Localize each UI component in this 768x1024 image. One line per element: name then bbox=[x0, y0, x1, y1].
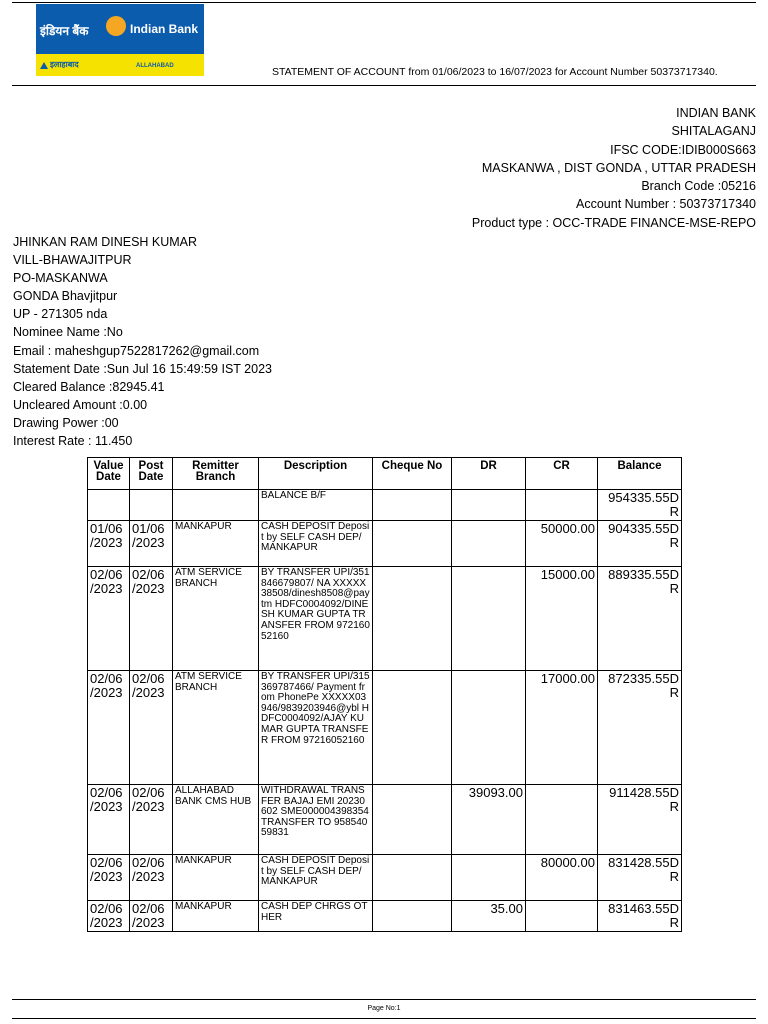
table-row bbox=[88, 490, 682, 521]
cell-description: CASH DEPOSIT Deposit by SELF CASH DEP/ MANKAPUR bbox=[259, 521, 373, 567]
customer-address-line-1: VILL-BHAWAJITPUR bbox=[13, 253, 132, 268]
cell-cr: 15000.00 bbox=[526, 567, 598, 671]
cell-dr bbox=[452, 855, 526, 901]
customer-address-line-2: PO-MASKANWA bbox=[13, 271, 108, 286]
cell-description: CASH DEPOSIT Deposit by SELF CASH DEP/ MANKAPUR bbox=[259, 855, 373, 901]
cell-balance: 904335.55DR bbox=[598, 521, 682, 567]
page-number: Page No:1 bbox=[367, 1005, 401, 1012]
drawing-power: Drawing Power :00 bbox=[13, 415, 119, 430]
branch-info bbox=[472, 104, 756, 232]
cell-cr bbox=[526, 490, 598, 521]
cell-description: BALANCE B/F bbox=[259, 490, 373, 521]
cell-branch bbox=[173, 490, 259, 521]
cell-dr bbox=[452, 521, 526, 567]
cell-post-date: 02/06 /2023 bbox=[130, 785, 173, 855]
cell-description: BY TRANSFER UPI/315369787466/ Payment from PhonePe XXXXX03946/9839203946@ybl HDFC0004092/AJAY KUMAR GUPTA TRANSFER FROM 97216052160 bbox=[259, 671, 373, 785]
cell-post-date: 02/06 /2023 bbox=[130, 567, 173, 671]
cell-cheque bbox=[373, 855, 452, 901]
cell-cheque bbox=[373, 490, 452, 521]
cell-branch: MANKAPUR bbox=[173, 901, 259, 932]
customer-name: JHINKAN RAM DINESH KUMAR bbox=[13, 235, 198, 249]
customer-email: Email : maheshgup7522817262@gmail.com bbox=[13, 343, 260, 358]
branch-ifsc: IFSC CODE:IDIB000S663 bbox=[610, 142, 756, 157]
cell-description: WITHDRAWAL TRANSFER BAJAJ EMI 20230602 SME000004398354 TRANSFER TO 95854059831 bbox=[259, 785, 373, 855]
cell-value-date bbox=[88, 490, 130, 521]
table-row bbox=[88, 521, 682, 567]
header-cheque-no: Cheque No bbox=[373, 458, 452, 490]
interest-rate: Interest Rate : 11.450 bbox=[13, 434, 133, 449]
cell-balance: 831428.55DR bbox=[598, 855, 682, 901]
cell-balance: 831463.55DR bbox=[598, 901, 682, 932]
cell-post-date: 01/06 /2023 bbox=[130, 521, 173, 567]
account-number: Account Number : 50373717340 bbox=[576, 197, 756, 212]
table-row bbox=[88, 567, 682, 671]
cell-branch: ATM SERVICE BRANCH bbox=[173, 567, 259, 671]
cell-balance: 872335.55DR bbox=[598, 671, 682, 785]
cell-balance: 889335.55DR bbox=[598, 567, 682, 671]
branch-bank-name: INDIAN BANK bbox=[676, 106, 756, 120]
logo-sub-hindi: इलाहाबाद bbox=[50, 60, 79, 69]
cell-balance: 911428.55DR bbox=[598, 785, 682, 855]
statement-date: Statement Date :Sun Jul 16 15:49:59 IST 2023 bbox=[13, 361, 272, 376]
cell-dr: 39093.00 bbox=[452, 785, 526, 855]
cell-value-date: 02/06 /2023 bbox=[88, 671, 130, 785]
cell-balance: 954335.55DR bbox=[598, 490, 682, 521]
cell-description: CASH DEP CHRGS OTHER bbox=[259, 901, 373, 932]
cell-branch: MANKAPUR bbox=[173, 855, 259, 901]
table-header-row bbox=[88, 458, 682, 490]
transactions-table bbox=[87, 457, 682, 932]
uncleared-amount: Uncleared Amount :0.00 bbox=[13, 397, 148, 412]
nominee-name: Nominee Name :No bbox=[13, 325, 123, 340]
cell-dr: 35.00 bbox=[452, 901, 526, 932]
cell-cr: 80000.00 bbox=[526, 855, 598, 901]
cell-cheque bbox=[373, 785, 452, 855]
bank-emblem-icon bbox=[106, 16, 126, 36]
cell-value-date: 02/06 /2023 bbox=[88, 567, 130, 671]
cell-cr bbox=[526, 901, 598, 932]
cell-cheque bbox=[373, 567, 452, 671]
header-cr: CR bbox=[526, 458, 598, 490]
header-value-date: Value Date bbox=[88, 458, 130, 490]
customer-address-line-4: UP - 271305 nda bbox=[13, 307, 108, 322]
cell-cheque bbox=[373, 671, 452, 785]
cell-post-date: 02/06 /2023 bbox=[130, 671, 173, 785]
branch-name: SHITALAGANJ bbox=[671, 124, 756, 139]
cell-cr: 17000.00 bbox=[526, 671, 598, 785]
cell-cr bbox=[526, 785, 598, 855]
product-type: Product type : OCC-TRADE FINANCE-MSE-REPO bbox=[471, 215, 756, 230]
allahabad-triangle-icon bbox=[40, 62, 48, 69]
top-rule bbox=[12, 2, 756, 3]
cell-branch: MANKAPUR bbox=[173, 521, 259, 567]
cell-cr: 50000.00 bbox=[526, 521, 598, 567]
cell-cheque bbox=[373, 521, 452, 567]
table-row bbox=[88, 671, 682, 785]
header-description: Description bbox=[259, 458, 373, 490]
logo-hindi-text: इंडियन बैंक bbox=[40, 24, 89, 38]
logo-sub-english: ALLAHABAD bbox=[136, 63, 174, 69]
footer-rule-bottom bbox=[12, 1018, 756, 1019]
logo-english-text: Indian Bank bbox=[130, 22, 199, 36]
cell-branch: ALLAHABAD BANK CMS HUB bbox=[173, 785, 259, 855]
table-row bbox=[88, 785, 682, 855]
cleared-balance: Cleared Balance :82945.41 bbox=[13, 379, 165, 394]
bank-logo bbox=[36, 4, 204, 76]
cell-cheque bbox=[373, 901, 452, 932]
header-dr: DR bbox=[452, 458, 526, 490]
customer-address-line-3: GONDA Bhavjitpur bbox=[13, 289, 118, 304]
cell-dr bbox=[452, 567, 526, 671]
branch-address: MASKANWA , DIST GONDA , UTTAR PRADESH bbox=[481, 160, 756, 175]
header-remitter-branch: Remitter Branch bbox=[173, 458, 259, 490]
cell-description: BY TRANSFER UPI/351846679807/ NA XXXXX38508/dinesh8508@paytm HDFC0004092/DINESH KUMAR GUPTA TRANSFER FROM 97216052160 bbox=[259, 567, 373, 671]
customer-info bbox=[13, 233, 272, 450]
branch-code: Branch Code :05216 bbox=[641, 179, 756, 194]
header-post-date: Post Date bbox=[130, 458, 173, 490]
cell-value-date: 02/06 /2023 bbox=[88, 855, 130, 901]
cell-dr bbox=[452, 671, 526, 785]
cell-branch: ATM SERVICE BRANCH bbox=[173, 671, 259, 785]
cell-value-date: 01/06 /2023 bbox=[88, 521, 130, 567]
statement-title: STATEMENT OF ACCOUNT from 01/06/2023 to 16/07/2023 for Account Number 50373717340. bbox=[272, 66, 718, 78]
footer-rule-top bbox=[12, 999, 756, 1000]
cell-value-date: 02/06 /2023 bbox=[88, 785, 130, 855]
table-row bbox=[88, 901, 682, 932]
cell-value-date: 02/06 /2023 bbox=[88, 901, 130, 932]
header-rule bbox=[12, 85, 756, 86]
cell-dr bbox=[452, 490, 526, 521]
table-row bbox=[88, 855, 682, 901]
cell-post-date: 02/06 /2023 bbox=[130, 855, 173, 901]
cell-post-date bbox=[130, 490, 173, 521]
header-balance: Balance bbox=[598, 458, 682, 490]
cell-post-date: 02/06 /2023 bbox=[130, 901, 173, 932]
